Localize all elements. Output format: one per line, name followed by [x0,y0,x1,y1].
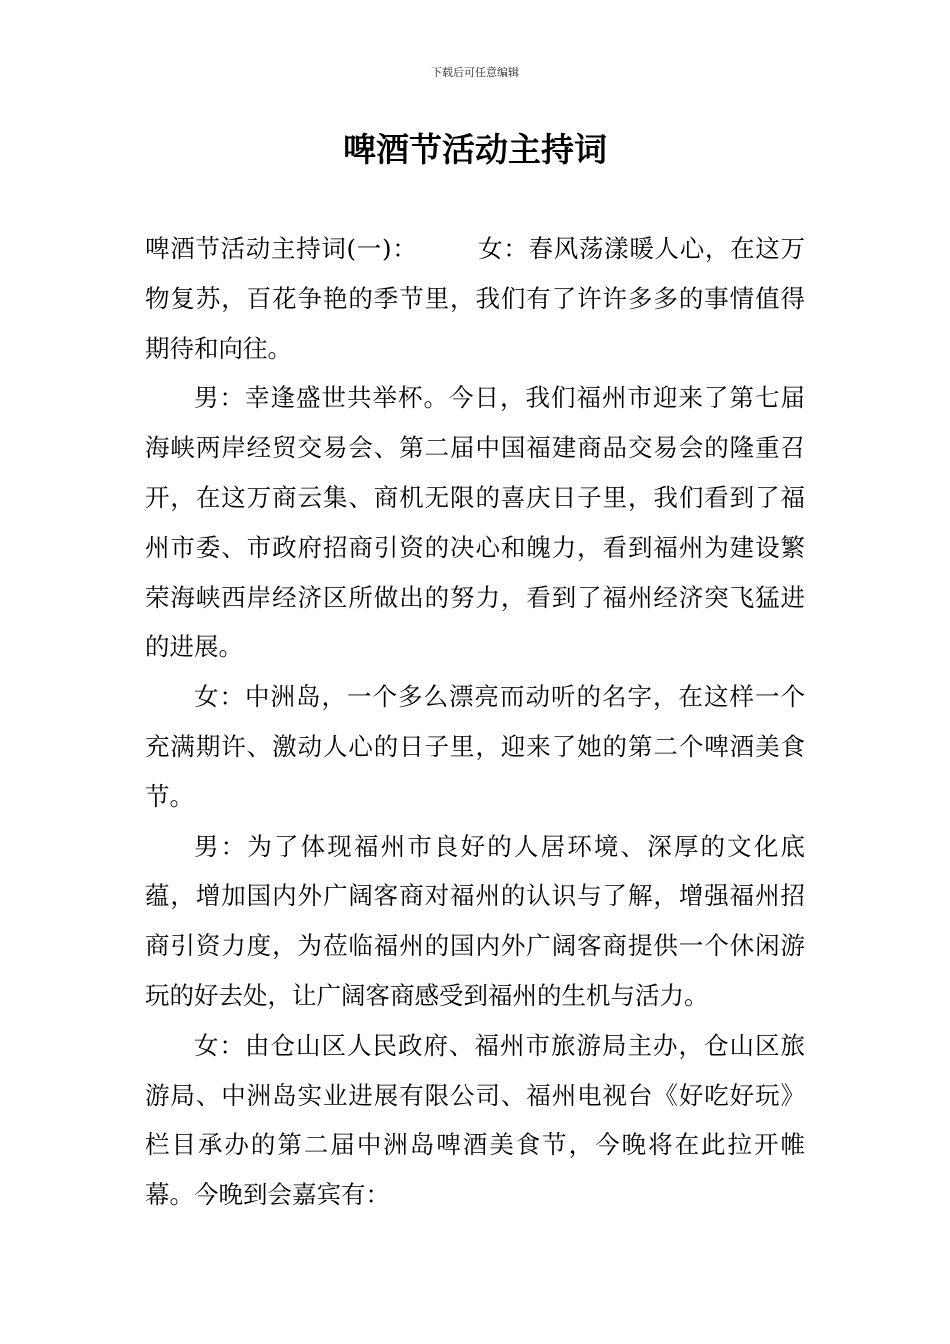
paragraph-4: 男：为了体现福州市良好的人居环境、深厚的文化底蕴，增加国内外广阔客商对福州的认识与了解，增强福州招商引资力度，为莅临福州的国内外广阔客商提供一个休闲游玩的好去处，让广阔客商感受到福州的生机与活力。 [145,831,805,1010]
document-title: 啤酒节活动主持词 [343,130,607,169]
header-note: 下载后可任意编辑 [431,66,519,79]
paragraph-3: 女：中洲岛，一个多么漂亮而动听的名字，在这样一个充满期许、激动人心的日子里，迎来了她的第二个啤酒美食节。 [145,682,805,811]
paragraph-5: 女：由仓山区人民政府、福州市旅游局主办，仓山区旅游局、中洲岛实业进展有限公司、福州电视台《好吃好玩》栏目承办的第二届中洲岛啤酒美食节，今晚将在此拉开帷幕。今晚到会嘉宾有： [145,1030,805,1210]
paragraph-2: 男：幸逢盛世共举杯。今日，我们福州市迎来了第七届海峡两岸经贸交易会、第二届中国福建商品交易会的隆重召开，在这万商云集、商机无限的喜庆日子里，我们看到了福州市委、市政府招商引资的决心和魄力，看到福州为建设繁荣海峡西岸经济区所做出的努力，看到了福州经济突飞猛进的进展。 [145,383,805,662]
paragraph-1-text: 女：春风荡漾暖人心，在这万物复苏，百花争艳的季节里，我们有了许许多多的事情值得期待和向往。 [145,234,806,363]
document-body [145,224,805,1220]
paragraph-1 [145,224,805,373]
section-heading: 啤酒节活动主持词(一)： [145,234,418,263]
